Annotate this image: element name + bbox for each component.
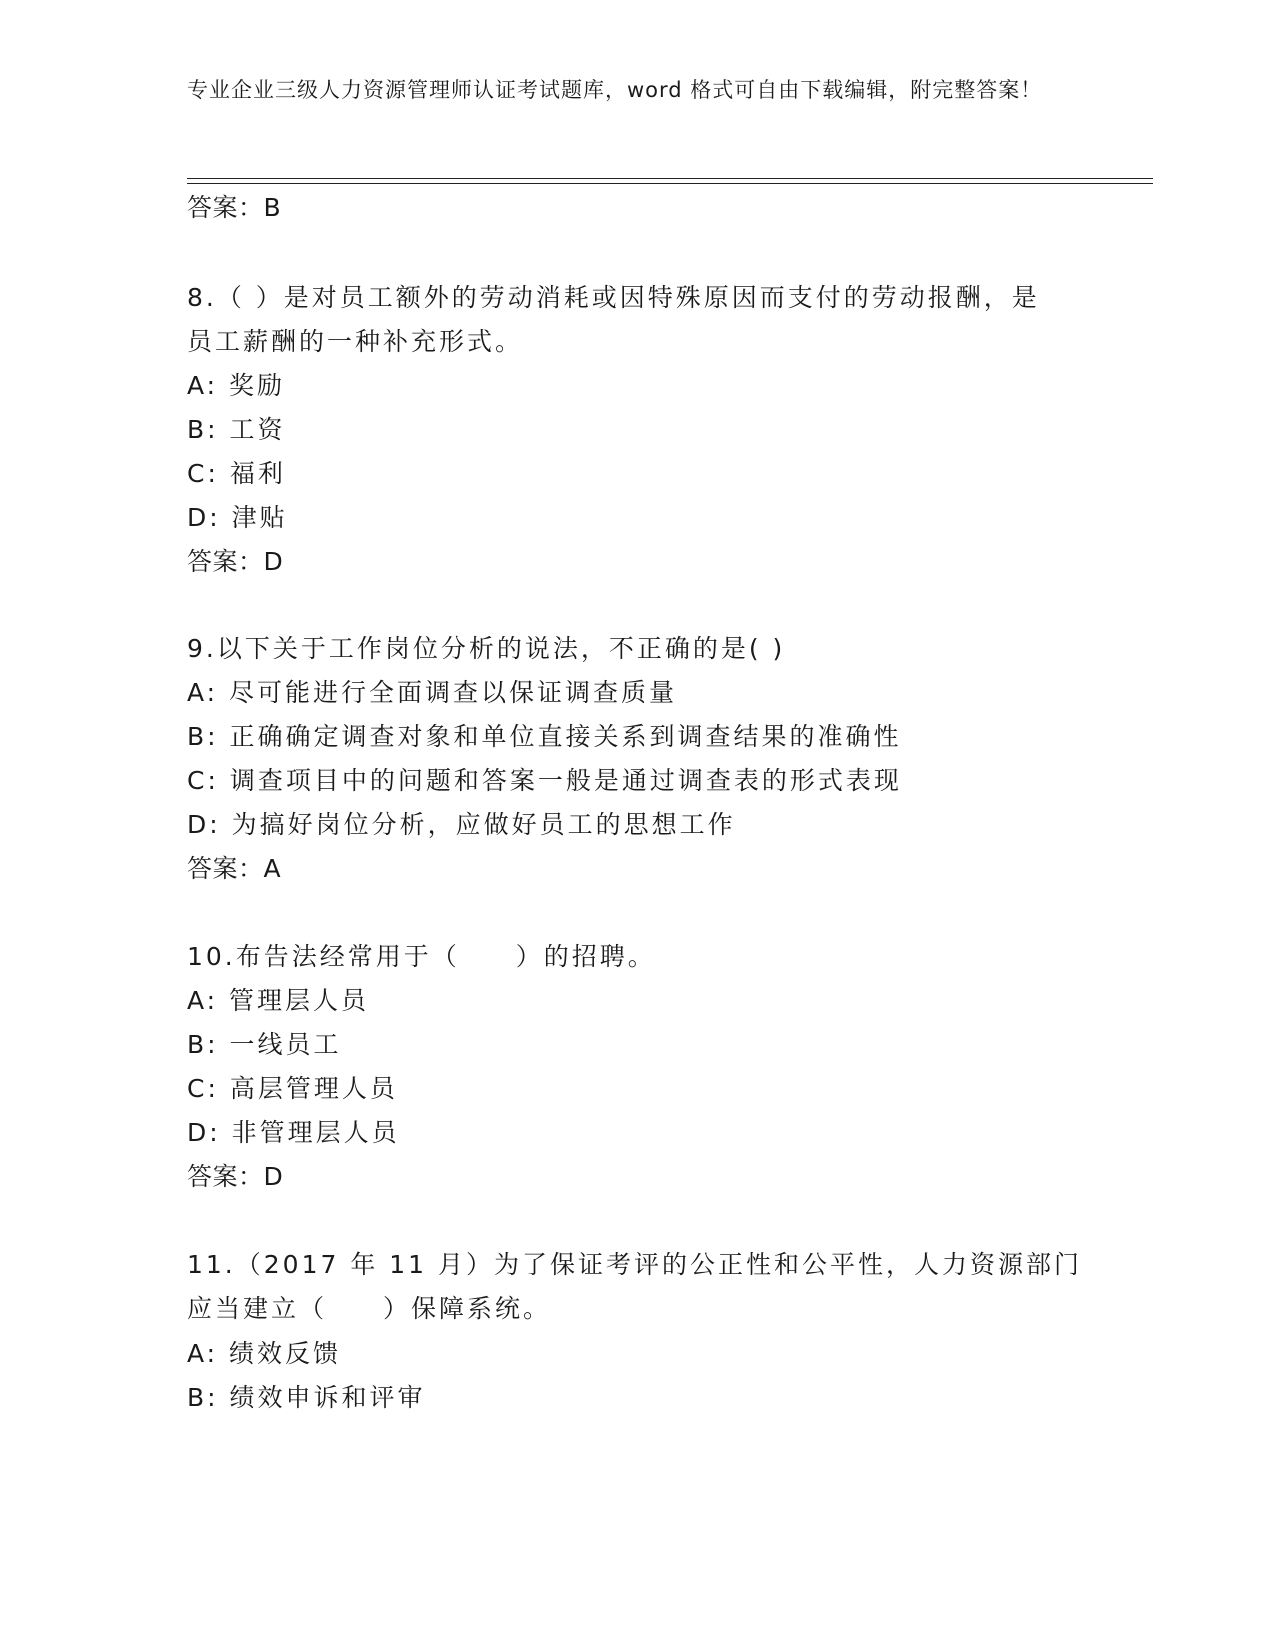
header-rule-top — [187, 178, 1153, 179]
option-item: C: 福利 — [187, 459, 286, 488]
option-item: A: 管理层人员 — [187, 986, 370, 1015]
document-header: 专业企业三级人力资源管理师认证考试题库，word 格式可自由下载编辑，附完整答案！ — [187, 78, 1043, 102]
option-item: C: 调查项目中的问题和答案一般是通过调查表的形式表现 — [187, 766, 902, 795]
option-item: A: 奖励 — [187, 371, 286, 400]
answer-line: 答案：A — [187, 854, 282, 883]
answer-line: 答案：B — [187, 193, 282, 222]
option-item: C: 高层管理人员 — [187, 1074, 398, 1103]
answer-line: 答案：D — [187, 1162, 284, 1191]
option-item: D: 为搞好岗位分析，应做好员工的思想工作 — [187, 810, 736, 839]
question-stem: 10.布告法经常用于（ ）的招聘。 — [187, 942, 656, 971]
question-stem: 员工薪酬的一种补充形式。 — [187, 327, 524, 356]
answer-line: 答案：D — [187, 547, 284, 576]
option-item: D: 津贴 — [187, 503, 288, 532]
question-stem: 9.以下关于工作岗位分析的说法，不正确的是( ) — [187, 634, 786, 663]
question-stem: 11.（2017 年 11 月）为了保证考评的公正性和公平性，人力资源部门 — [187, 1250, 1083, 1279]
option-item: A: 尽可能进行全面调查以保证调查质量 — [187, 678, 678, 707]
option-item: B: 一线员工 — [187, 1030, 342, 1059]
option-item: B: 绩效申诉和评审 — [187, 1383, 426, 1412]
header-rule-bottom — [187, 183, 1153, 184]
option-item: B: 正确确定调查对象和单位直接关系到调查结果的准确性 — [187, 722, 902, 751]
option-item: A: 绩效反馈 — [187, 1339, 342, 1368]
option-item: B: 工资 — [187, 415, 286, 444]
option-item: D: 非管理层人员 — [187, 1118, 400, 1147]
question-stem: 8.（ ）是对员工额外的劳动消耗或因特殊原因而支付的劳动报酬，是 — [187, 283, 1040, 312]
question-stem: 应当建立（ ）保障系统。 — [187, 1294, 552, 1323]
